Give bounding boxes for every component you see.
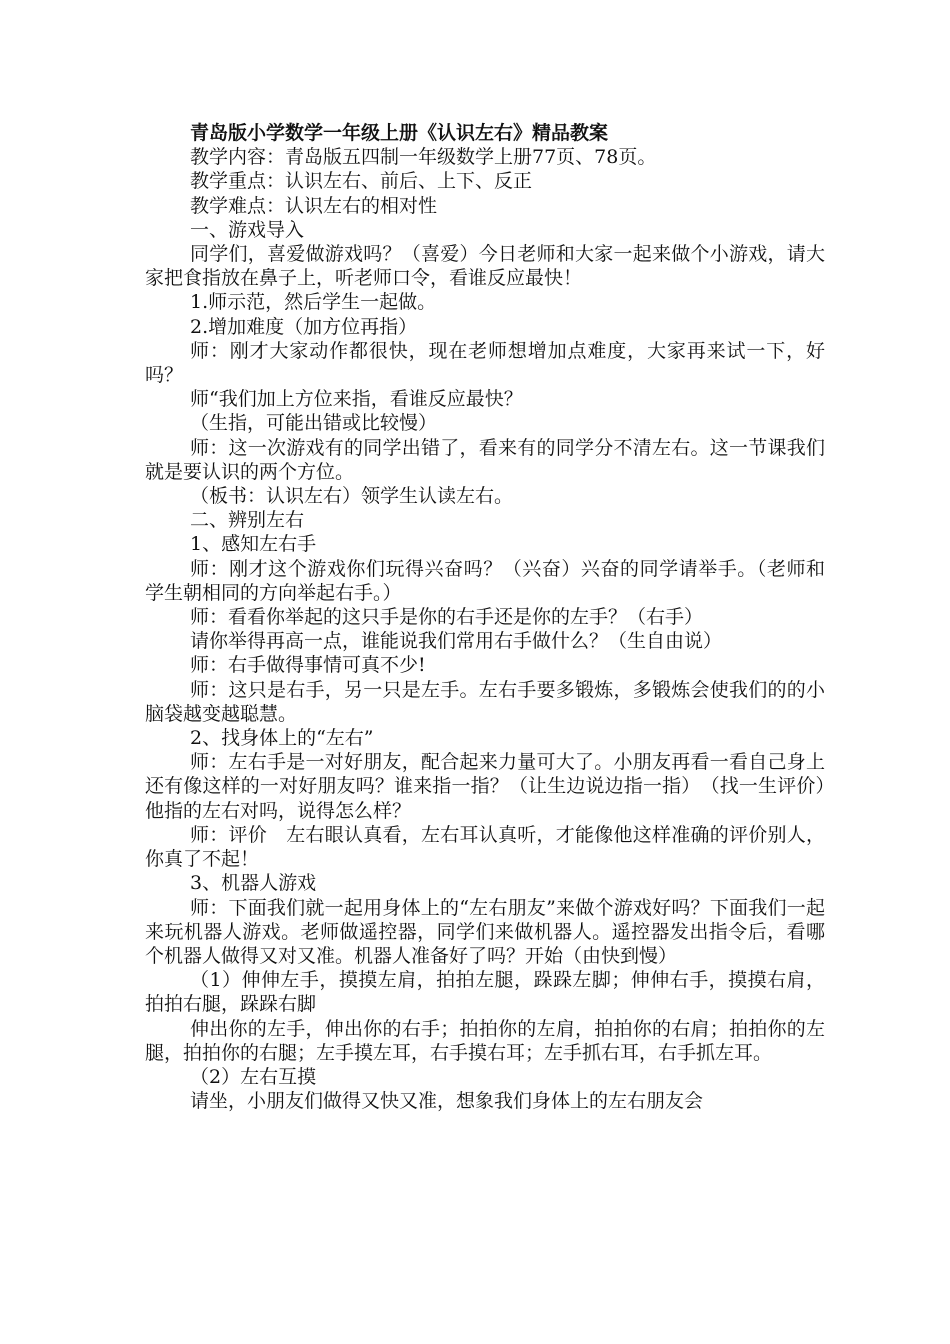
paragraph: 师“我们加上方位来指，看谁反应最快？ — [190, 388, 523, 411]
subsection-heading: 1、感知左右手 — [190, 533, 317, 556]
section-heading: 二、辨别左右 — [190, 509, 305, 532]
paragraph: （生指，可能出错或比较慢） — [190, 412, 438, 435]
paragraph: 师：看看你举起的这只手是你的右手还是你的左手？（右手） — [190, 606, 704, 629]
subsection-heading: 3、机器人游戏 — [190, 872, 317, 895]
document-page — [145, 121, 825, 1113]
paragraph: 请你举得再高一点，谁能说我们常用右手做什么？（生自由说） — [190, 630, 723, 653]
paragraph: 教学内容：青岛版五四制一年级数学上册77页、78页。 — [190, 146, 657, 169]
paragraph: 师：这一次游戏有的同学出错了，看来有的同学分不清左右。这一节课我们就是要认识的两个方位。 — [145, 436, 825, 483]
paragraph: （板书：认识左右）领学生认读左右。 — [190, 485, 514, 508]
paragraph: （2）左右互摸 — [190, 1065, 317, 1088]
paragraph: 教学重点：认识左右、前后、上下、反正 — [190, 170, 533, 193]
paragraph: 师：评价 左右眼认真看，左右耳认真听，才能像他这样准确的评价别人，你真了不起！ — [145, 823, 825, 871]
subsection-heading: 2、找身体上的“左右” — [190, 727, 374, 750]
paragraph: 同学们，喜爱做游戏吗？（喜爱）今日老师和大家一起来做个小游戏，请大家把食指放在鼻子上，听老师口令，看谁反应最快！ — [145, 243, 825, 290]
paragraph: 2.增加难度（加方位再指） — [190, 315, 418, 338]
document-body — [145, 145, 825, 1113]
paragraph: 师：左右手是一对好朋友，配合起来力量可大了。小朋友再看一看自己身上还有像这样的一对好朋友吗？谁来指一指？（让生边说边指一指） （找一生评价）他指的左右对吗，说得怎么样？ — [145, 751, 825, 822]
paragraph: （1）伸伸左手，摸摸左肩，拍拍左腿，跺跺左脚；伸伸右手，摸摸右肩，拍拍右腿，跺跺右脚 — [145, 969, 825, 1016]
paragraph: 1.师示范，然后学生一起做。 — [190, 291, 437, 314]
paragraph: 教学难点：认识左右的相对性 — [190, 194, 438, 217]
paragraph: 师：右手做得事情可真不少! — [190, 654, 426, 677]
paragraph: 师：下面我们就一起用身体上的“左右朋友”来做个游戏好吗？下面我们一起来玩机器人游戏。老师做遥控器，同学们来做机器人。遥控器发出指令后，看哪个机器人做得又对又准。机器人准备好了吗？开始（由快到慢） — [145, 896, 825, 967]
document-title: 青岛版小学数学一年级上册《认识左右》精品教案 — [190, 122, 609, 144]
paragraph: 师：刚才这个游戏你们玩得兴奋吗？（兴奋）兴奋的同学请举手。（老师和学生朝相同的方向举起右手。） — [145, 557, 825, 604]
paragraph: 请坐，小朋友们做得又快又准，想象我们身体上的左右朋友会 — [190, 1090, 704, 1113]
paragraph: 师：刚才大家动作都很快，现在老师想增加点难度，大家再来试一下，好吗？ — [145, 339, 825, 387]
section-heading: 一、游戏导入 — [190, 218, 305, 241]
paragraph: 师：这只是右手，另一只是左手。左右手要多锻炼，多锻炼会使我们的的小脑袋越变越聪慧。 — [145, 678, 825, 725]
paragraph: 伸出你的左手，伸出你的右手；拍拍你的左肩，拍拍你的右肩；拍拍你的左腿，拍拍你的右腿；左手摸左耳，右手摸右耳；左手抓右耳，右手抓左耳。 — [145, 1017, 825, 1064]
